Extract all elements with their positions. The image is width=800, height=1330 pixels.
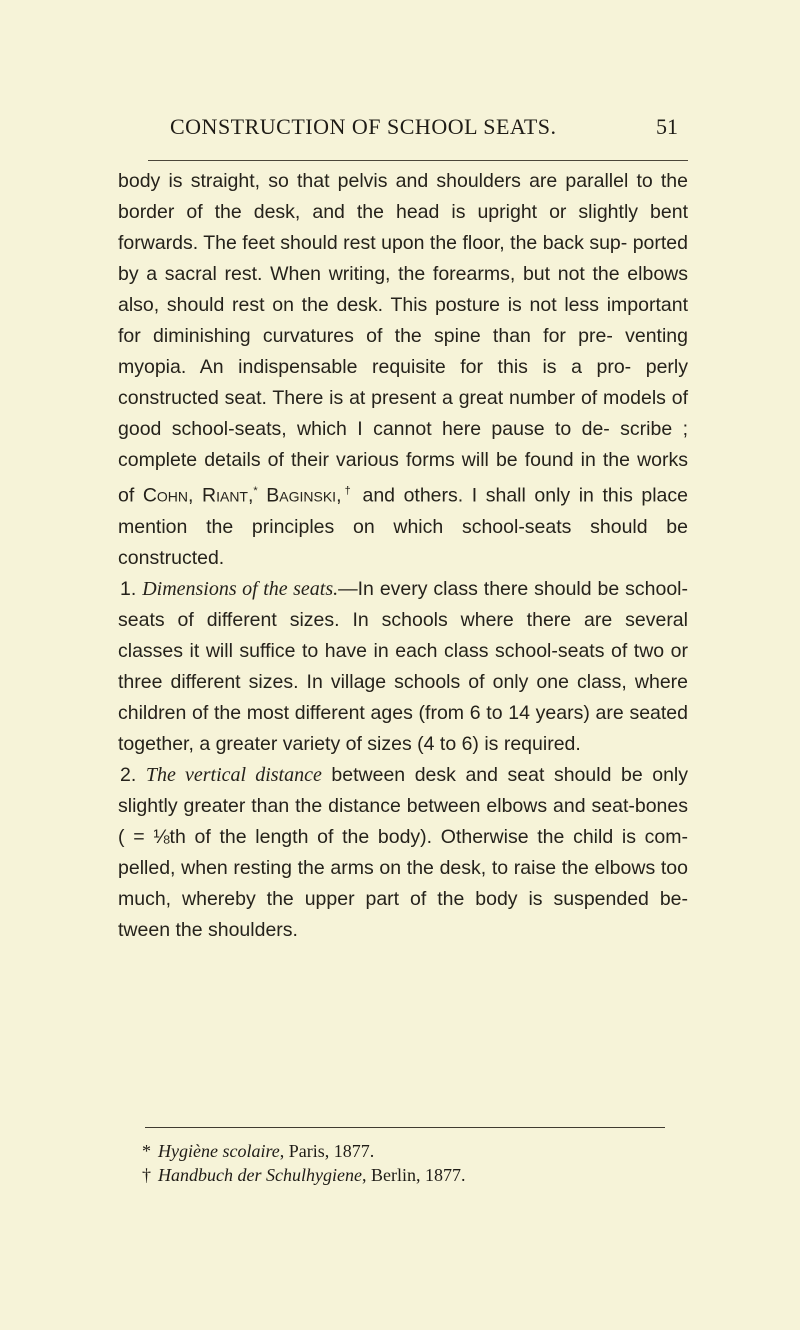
- opening-paragraph: [118, 166, 688, 574]
- opening-paragraph-ending: and others. I shall only in this place mention the principles on which school-seats should be constructed.: [118, 484, 688, 569]
- author-riant: Riant,: [202, 484, 254, 507]
- dimensions-number: 1.: [120, 577, 137, 600]
- page-header: [148, 114, 688, 148]
- footnote-mark-asterisk: *: [142, 1141, 151, 1161]
- author-separator: ,: [188, 484, 203, 507]
- dimensions-paragraph: [118, 574, 688, 760]
- footnote-handbuch: [142, 1163, 702, 1187]
- page-number: 51: [656, 114, 678, 139]
- author-baginski: Baginski,: [266, 484, 342, 507]
- author-cohn: Cohn: [142, 484, 189, 507]
- footnote-hygiene: [142, 1139, 702, 1163]
- vertical-distance-text: between desk and seat should be only slightly greater than the distance between elbows and seat-bones ( = ⅛th of the length of the body). Otherwise the child is com- pelled, when resting the arms on the desk, to raise the elbows too much, whereby the upper part of the body is suspended be- tween the shoulders.: [118, 763, 689, 941]
- vertical-distance-number: 2.: [120, 763, 137, 786]
- footnote-mark-dagger: †: [142, 1165, 151, 1185]
- header-rule: [148, 160, 688, 161]
- footnote-ref-baginski: †: [341, 485, 354, 497]
- vertical-distance-heading: The vertical distance: [145, 763, 322, 786]
- opening-paragraph-text: body is straight, so that pelvis and shoulders are parallel to the border of the desk, and the head is upright or slightly bent forwards. The feet should rest upon the floor, the back sup- ported by a sacral rest. When writing, the forearms, but not the elbows also, should rest on the desk. This posture is not less important for diminishing curvatures of the spine than for pre- venting myopia. An indispensable requisite for this is a pro- perly constructed seat. There is at present a great number of models of good school-seats, which I cannot here pause to de- scribe ; complete details of their various forms will be found in the works of: [118, 170, 688, 507]
- main-text: [118, 166, 688, 946]
- footnote-title-hygiene: Hygiène scolaire: [158, 1141, 280, 1161]
- dimensions-text: —In every class there should be school-seats of different sizes. In schools where there are several classes it will suffice to have in each class school-seats of two or three different sizes. In village schools of only one class, where children of the most different ages (from 6 to 14 years) are seated together, a greater variety of sizes (4 to 6) is required.: [118, 577, 688, 755]
- dimensions-heading: Dimensions of the seats.: [142, 577, 339, 600]
- footnote-title-handbuch: Handbuch der Schulhygiene: [158, 1165, 362, 1185]
- footnotes: [142, 1139, 702, 1187]
- footnote-rest-hygiene: , Paris, 1877.: [279, 1141, 375, 1161]
- footnote-rest-handbuch: , Berlin, 1877.: [361, 1165, 466, 1185]
- author-separator-2: [258, 485, 267, 507]
- vertical-distance-paragraph: [118, 760, 688, 946]
- footnote-rule: [145, 1127, 665, 1128]
- footnote-ref-riant: *: [253, 485, 258, 497]
- running-title: CONSTRUCTION OF SCHOOL SEATS.: [170, 114, 557, 139]
